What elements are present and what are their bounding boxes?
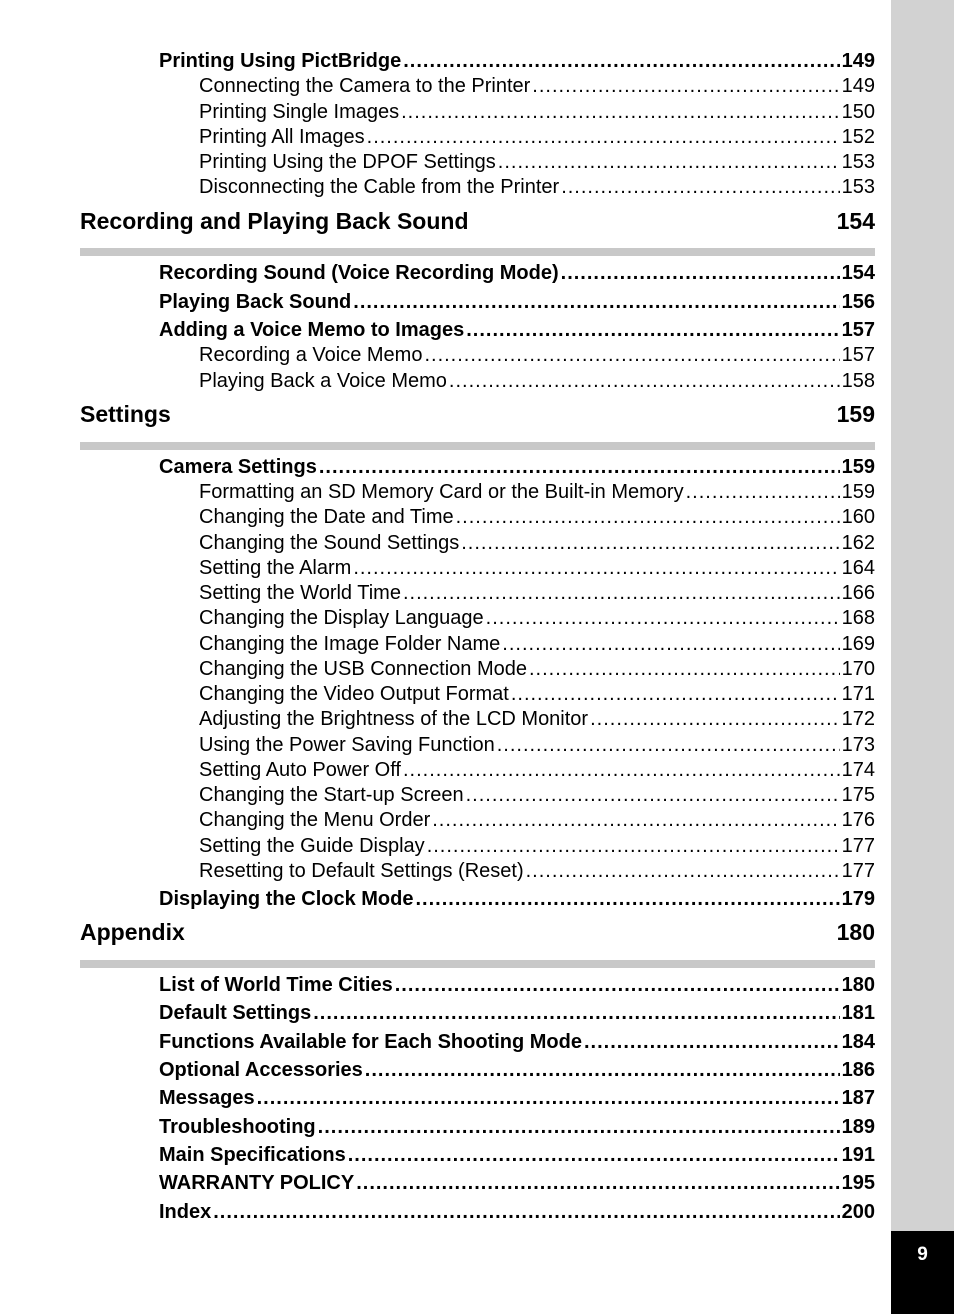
dot-leader bbox=[686, 481, 840, 504]
dot-leader bbox=[319, 456, 840, 479]
toc-entry-title: Main Specifications bbox=[159, 1144, 346, 1166]
side-tab-strip bbox=[891, 0, 954, 1231]
toc-entry-page: 169 bbox=[841, 633, 875, 655]
toc-entry-page: 159 bbox=[841, 456, 875, 478]
toc-entry-page: 189 bbox=[841, 1116, 875, 1138]
toc-entry-title: Setting the Alarm bbox=[199, 557, 352, 579]
page-number-tab bbox=[891, 1231, 954, 1314]
dot-leader bbox=[213, 1201, 839, 1224]
toc-entry-title: WARRANTY POLICY bbox=[159, 1172, 355, 1194]
toc-entry-title: Recording a Voice Memo bbox=[199, 344, 423, 366]
toc-entry-title: Changing the Image Folder Name bbox=[199, 633, 501, 655]
toc-entry[interactable] bbox=[199, 784, 875, 810]
toc-entry[interactable] bbox=[199, 633, 875, 659]
toc-entry-page: 174 bbox=[841, 759, 875, 781]
toc-entry-page: 187 bbox=[841, 1087, 875, 1109]
dot-leader bbox=[367, 126, 840, 149]
dot-leader bbox=[497, 734, 840, 757]
dot-leader bbox=[529, 658, 840, 681]
toc-entry-page: 158 bbox=[841, 370, 875, 392]
toc-entry-title: Setting the Guide Display bbox=[199, 835, 425, 857]
toc-entry-page: 172 bbox=[841, 708, 875, 730]
toc-entry[interactable] bbox=[199, 126, 875, 152]
toc-entry-page: 184 bbox=[841, 1031, 875, 1053]
toc-entry[interactable] bbox=[159, 1116, 875, 1142]
section-title: Appendix bbox=[80, 919, 185, 945]
toc-entry-title: Setting the World Time bbox=[199, 582, 401, 604]
toc-entry[interactable] bbox=[199, 101, 875, 127]
toc-entry-page: 153 bbox=[841, 151, 875, 173]
dot-leader bbox=[449, 370, 840, 393]
toc-entry[interactable] bbox=[199, 582, 875, 608]
dot-leader bbox=[313, 1002, 839, 1025]
toc-entry-title: Adding a Voice Memo to Images bbox=[159, 319, 465, 341]
section-page: 159 bbox=[836, 401, 875, 427]
toc-entry-page: 176 bbox=[841, 809, 875, 831]
dot-leader bbox=[353, 291, 839, 314]
toc-entry-title: Adjusting the Brightness of the LCD Monitor bbox=[199, 708, 589, 730]
section-title: Recording and Playing Back Sound bbox=[80, 208, 469, 234]
toc-entry[interactable] bbox=[159, 50, 875, 76]
toc-entry-title: Optional Accessories bbox=[159, 1059, 363, 1081]
dot-leader bbox=[461, 532, 839, 555]
dot-leader bbox=[561, 262, 840, 285]
toc-entry[interactable] bbox=[159, 1059, 875, 1085]
dot-leader bbox=[348, 1144, 840, 1167]
toc-entry-title: Connecting the Camera to the Printer bbox=[199, 75, 531, 97]
toc-entry-title: Resetting to Default Settings (Reset) bbox=[199, 860, 524, 882]
toc-entry-title: Index bbox=[159, 1201, 212, 1223]
toc-entry-title: Recording Sound (Voice Recording Mode) bbox=[159, 262, 559, 284]
toc-entry-title: Changing the Start-up Screen bbox=[199, 784, 464, 806]
toc-entry[interactable] bbox=[159, 1172, 875, 1198]
dot-leader bbox=[584, 1031, 840, 1054]
dot-leader bbox=[395, 974, 840, 997]
toc-entry-page: 157 bbox=[841, 344, 875, 366]
toc-entry-page: 195 bbox=[841, 1172, 875, 1194]
toc-entry[interactable] bbox=[159, 1201, 875, 1227]
toc-entry-page: 191 bbox=[841, 1144, 875, 1166]
toc-entry[interactable] bbox=[159, 291, 875, 317]
toc-entry-page: 186 bbox=[841, 1059, 875, 1081]
toc-entry-title: Changing the Menu Order bbox=[199, 809, 431, 831]
section-rule bbox=[80, 960, 875, 968]
toc-entry-title: Printing Single Images bbox=[199, 101, 400, 123]
toc-entry-title: Printing Using the DPOF Settings bbox=[199, 151, 496, 173]
toc-entry-title: Changing the Date and Time bbox=[199, 506, 454, 528]
toc-entry-page: 181 bbox=[841, 1002, 875, 1024]
toc-entry-title: Disconnecting the Cable from the Printer bbox=[199, 176, 560, 198]
toc-entry-title: Displaying the Clock Mode bbox=[159, 888, 414, 910]
dot-leader bbox=[427, 835, 840, 858]
toc-entry[interactable] bbox=[199, 759, 875, 785]
dot-leader bbox=[486, 607, 840, 630]
toc-entry[interactable] bbox=[199, 658, 875, 684]
dot-leader bbox=[456, 506, 840, 529]
toc-entry-page: 159 bbox=[841, 481, 875, 503]
section-rule bbox=[80, 248, 875, 256]
toc-entry-page: 149 bbox=[841, 75, 875, 97]
section-page: 180 bbox=[836, 919, 875, 945]
toc-entry-page: 171 bbox=[841, 683, 875, 705]
toc-entry-title: Formatting an SD Memory Card or the Built-in Memory bbox=[199, 481, 684, 503]
dot-leader bbox=[365, 1059, 840, 1082]
toc-entry-title: Using the Power Saving Function bbox=[199, 734, 495, 756]
toc-entry[interactable] bbox=[199, 506, 875, 532]
toc-entry[interactable] bbox=[199, 860, 875, 886]
toc-entry-page: 200 bbox=[841, 1201, 875, 1223]
toc-entry-title: Functions Available for Each Shooting Mode bbox=[159, 1031, 582, 1053]
page-number: 9 bbox=[917, 1244, 928, 1265]
toc-entry-page: 175 bbox=[841, 784, 875, 806]
section-title: Settings bbox=[80, 401, 171, 427]
toc-entry[interactable] bbox=[199, 481, 875, 507]
toc-entry-page: 156 bbox=[841, 291, 875, 313]
dot-leader bbox=[403, 50, 839, 73]
dot-leader bbox=[466, 784, 840, 807]
toc-entry-title: List of World Time Cities bbox=[159, 974, 393, 996]
toc-entry-page: 166 bbox=[841, 582, 875, 604]
toc-entry[interactable] bbox=[159, 1002, 875, 1028]
toc-entry-page: 168 bbox=[841, 607, 875, 629]
toc-entry-page: 153 bbox=[841, 176, 875, 198]
toc-entry[interactable] bbox=[159, 456, 875, 482]
toc-entry-title: Printing All Images bbox=[199, 126, 365, 148]
toc-entry[interactable] bbox=[199, 75, 875, 101]
section-page: 154 bbox=[836, 208, 875, 234]
dot-leader bbox=[561, 176, 839, 199]
dot-leader bbox=[415, 888, 839, 911]
toc-entry-title: Changing the USB Connection Mode bbox=[199, 658, 527, 680]
dot-leader bbox=[502, 633, 839, 656]
toc-entry-page: 149 bbox=[841, 50, 875, 72]
toc-entry-title: Troubleshooting bbox=[159, 1116, 316, 1138]
toc-entry-page: 177 bbox=[841, 860, 875, 882]
dot-leader bbox=[257, 1087, 840, 1110]
toc-entry-page: 160 bbox=[841, 506, 875, 528]
toc-entry[interactable] bbox=[159, 974, 875, 1000]
toc-entry[interactable] bbox=[199, 151, 875, 177]
toc-entry-title: Playing Back a Voice Memo bbox=[199, 370, 447, 392]
section-heading bbox=[80, 208, 875, 235]
toc-entry[interactable] bbox=[199, 370, 875, 396]
toc-entry[interactable] bbox=[199, 532, 875, 558]
dot-leader bbox=[590, 708, 840, 731]
toc-entry-title: Changing the Sound Settings bbox=[199, 532, 460, 554]
section-heading bbox=[80, 401, 875, 428]
dot-leader bbox=[424, 344, 839, 367]
toc-entry-title: Changing the Video Output Format bbox=[199, 683, 509, 705]
toc-entry-title: Printing Using PictBridge bbox=[159, 50, 402, 72]
dot-leader bbox=[526, 860, 840, 883]
dot-leader bbox=[318, 1116, 840, 1139]
toc-entry[interactable] bbox=[159, 1144, 875, 1170]
toc-entry-page: 170 bbox=[841, 658, 875, 680]
toc-entry-page: 157 bbox=[841, 319, 875, 341]
toc-entry-page: 152 bbox=[841, 126, 875, 148]
toc-entry-title: Messages bbox=[159, 1087, 255, 1109]
dot-leader bbox=[403, 582, 840, 605]
dot-leader bbox=[403, 759, 840, 782]
dot-leader bbox=[466, 319, 839, 342]
toc-entry-page: 180 bbox=[841, 974, 875, 996]
toc-entry-title: Playing Back Sound bbox=[159, 291, 352, 313]
toc-entry[interactable] bbox=[159, 1087, 875, 1113]
toc-entry[interactable] bbox=[159, 888, 875, 914]
toc-entry-title: Changing the Display Language bbox=[199, 607, 484, 629]
toc-entry-title: Camera Settings bbox=[159, 456, 317, 478]
dot-leader bbox=[511, 683, 840, 706]
dot-leader bbox=[353, 557, 839, 580]
toc-entry-page: 164 bbox=[841, 557, 875, 579]
section-rule bbox=[80, 442, 875, 450]
toc-entry[interactable] bbox=[159, 319, 875, 345]
toc-entry-page: 179 bbox=[841, 888, 875, 910]
toc-entry[interactable] bbox=[199, 809, 875, 835]
toc-entry-title: Setting Auto Power Off bbox=[199, 759, 401, 781]
toc-entry-title: Default Settings bbox=[159, 1002, 312, 1024]
toc-entry[interactable] bbox=[199, 344, 875, 370]
toc-entry-page: 173 bbox=[841, 734, 875, 756]
toc-entry[interactable] bbox=[199, 557, 875, 583]
dot-leader bbox=[532, 75, 839, 98]
toc-entry-page: 162 bbox=[841, 532, 875, 554]
toc-entry[interactable] bbox=[199, 734, 875, 760]
toc-entry[interactable] bbox=[199, 607, 875, 633]
dot-leader bbox=[401, 101, 840, 124]
toc-entry[interactable] bbox=[199, 176, 875, 202]
toc-entry[interactable] bbox=[199, 683, 875, 709]
toc-entry[interactable] bbox=[199, 835, 875, 861]
dot-leader bbox=[432, 809, 839, 832]
toc-entry[interactable] bbox=[159, 1031, 875, 1057]
section-heading bbox=[80, 919, 875, 946]
toc-entry-page: 154 bbox=[841, 262, 875, 284]
dot-leader bbox=[498, 151, 840, 174]
toc-entry-page: 177 bbox=[841, 835, 875, 857]
toc-entry[interactable] bbox=[199, 708, 875, 734]
dot-leader bbox=[356, 1172, 839, 1195]
toc-entry[interactable] bbox=[159, 262, 875, 288]
toc-entry-page: 150 bbox=[841, 101, 875, 123]
